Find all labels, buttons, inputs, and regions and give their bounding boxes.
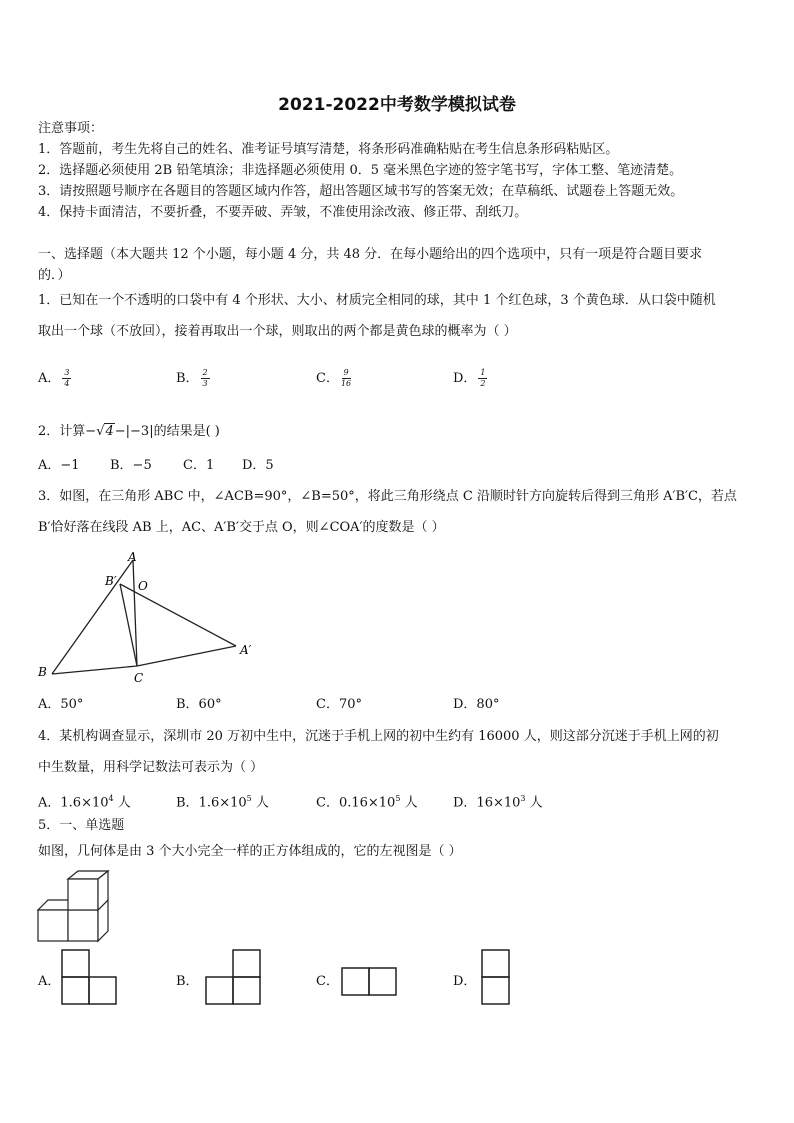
segment-ba bbox=[52, 560, 133, 674]
question-3-text: 3．如图，在三角形 ABC 中，∠ACB=90°，∠B=50°，将此三角形绕点 C 沿顺时针方向旋转后得到三角形 A′B′C，若点 bbox=[38, 489, 737, 504]
notice-heading: 注意事项： bbox=[38, 121, 104, 136]
q3-option-b[interactable]: B．60° bbox=[176, 697, 222, 712]
q2-option-d[interactable]: D．5 bbox=[242, 458, 274, 473]
label-b-prime: B′ bbox=[105, 574, 117, 588]
q1-option-d[interactable] bbox=[453, 369, 487, 388]
q5-option-a[interactable]: A． bbox=[38, 974, 61, 989]
question-4-text: 4．某机构调查显示，深圳市 20 万初中生中，沉迷于手机上网的初中生约有 16000 人，则这部分沉迷于手机上网的初 bbox=[38, 729, 719, 744]
option-label: B． bbox=[176, 795, 199, 811]
option-unit: 人 bbox=[113, 795, 131, 811]
denominator: 16 bbox=[340, 379, 352, 388]
q1-option-c[interactable] bbox=[316, 369, 351, 388]
label-a: A bbox=[128, 550, 137, 564]
q4-option-a[interactable] bbox=[38, 791, 131, 811]
section-heading-cont: 的．） bbox=[38, 268, 71, 283]
option-exponent: 5 bbox=[246, 794, 252, 803]
q2-minus: − bbox=[85, 424, 97, 439]
cube-left-front bbox=[38, 910, 68, 941]
page-title: 2021-2022中考数学模拟试卷 bbox=[278, 95, 516, 115]
q2-suffix: −|−3|的结果是( ) bbox=[114, 424, 220, 439]
segment-bc bbox=[52, 666, 137, 674]
denominator: 2 bbox=[480, 379, 486, 388]
q1-option-a[interactable] bbox=[38, 369, 71, 388]
label-b: B bbox=[38, 665, 47, 679]
notice-item: 4．保持卡面清洁，不要折叠，不要弄破、弄皱，不准使用涂改液、修正带、刮纸刀。 bbox=[38, 205, 528, 220]
sqrt-icon: √ bbox=[96, 424, 105, 439]
fraction bbox=[201, 369, 210, 388]
segment-b-prime-a-prime bbox=[120, 584, 236, 646]
fraction bbox=[478, 369, 487, 388]
notice-item: 2．选择题必须使用 2B 铅笔填涂；非选择题必须使用 0．5 毫米黑色字迹的签字笔书写，字体工整、笔迹清楚。 bbox=[38, 163, 683, 178]
q5-option-a-view bbox=[60, 948, 120, 1006]
fraction bbox=[62, 369, 71, 388]
q3-option-d[interactable]: D．80° bbox=[453, 697, 500, 712]
option-exponent: 3 bbox=[520, 794, 526, 803]
option-exponent: 4 bbox=[108, 794, 114, 803]
option-unit: 人 bbox=[400, 795, 418, 811]
segment-c-a-prime bbox=[137, 646, 236, 666]
question-1-text: 1．已知在一个不透明的口袋中有 4 个形状、大小、材质完全相同的球，其中 1 个红色球，3 个黄色球．从口袋中随机 bbox=[38, 293, 716, 308]
option-label: D． bbox=[453, 795, 477, 811]
denominator: 3 bbox=[202, 379, 208, 388]
question-5-text: 如图，几何体是由 3 个大小完全一样的正方体组成的，它的左视图是（ ） bbox=[38, 844, 462, 859]
triangle-figure bbox=[30, 548, 270, 688]
q4-option-b[interactable] bbox=[176, 791, 269, 811]
option-unit: 人 bbox=[251, 795, 269, 811]
label-a-prime: A′ bbox=[240, 643, 252, 657]
option-label: B． bbox=[176, 371, 199, 386]
label-o: O bbox=[138, 579, 148, 593]
option-label: A． bbox=[38, 371, 61, 386]
question-1-text: 取出一个球（不放回），接着再取出一个球，则取出的两个都是黄色球的概率为（ ） bbox=[38, 324, 517, 339]
option-label: C． bbox=[316, 795, 339, 811]
q2-prefix: 2．计算 bbox=[38, 424, 86, 439]
option-label: D． bbox=[453, 371, 477, 386]
numerator: 3 bbox=[64, 368, 70, 377]
q3-option-a[interactable]: A．50° bbox=[38, 697, 84, 712]
notice-item: 1．答题前，考生先将自己的姓名、准考证号填写清楚，将条形码准确粘贴在考生信息条形码粘贴区。 bbox=[38, 142, 619, 157]
q5-option-b-view bbox=[204, 948, 264, 1006]
q2-option-c[interactable]: C．1 bbox=[183, 458, 215, 473]
q2-option-a[interactable]: A．−1 bbox=[38, 458, 80, 473]
label-c: C bbox=[134, 671, 144, 685]
question-3-text: B′恰好落在线段 AB 上，AC、A′B′交于点 O，则∠COA′的度数是（ ） bbox=[38, 520, 445, 535]
option-base: 16×10 bbox=[476, 795, 521, 811]
option-label: A． bbox=[38, 795, 61, 811]
section-heading: 一、选择题（本大题共 12 个小题，每小题 4 分，共 48 分．在每小题给出的四个选项中，只有一项是符合题目要求 bbox=[38, 247, 703, 262]
q5-option-d-view bbox=[480, 948, 512, 1006]
option-base: 0.16×10 bbox=[338, 795, 396, 811]
q5-option-b[interactable]: B． bbox=[176, 974, 199, 989]
cube-top-front bbox=[68, 879, 98, 910]
cube-right-front bbox=[68, 910, 98, 941]
option-label: C． bbox=[316, 371, 339, 386]
q4-option-c[interactable] bbox=[316, 791, 418, 811]
question-4-text: 中生数量，用科学记数法可表示为（ ） bbox=[38, 760, 264, 775]
q1-option-b[interactable] bbox=[176, 369, 210, 388]
numerator: 1 bbox=[480, 368, 486, 377]
option-unit: 人 bbox=[525, 795, 543, 811]
cube-solid-figure bbox=[36, 870, 116, 946]
numerator: 9 bbox=[343, 368, 349, 377]
notice-item: 3．请按照题号顺序在各题目的答题区域内作答，超出答题区域书写的答案无效；在草稿纸、试题卷上答题无效。 bbox=[38, 184, 684, 199]
denominator: 4 bbox=[64, 379, 70, 388]
option-base: 1.6×10 bbox=[60, 795, 109, 811]
q2-option-b[interactable]: B．−5 bbox=[110, 458, 152, 473]
q5-option-c-view bbox=[340, 966, 400, 998]
option-exponent: 5 bbox=[395, 794, 401, 803]
option-base: 1.6×10 bbox=[198, 795, 247, 811]
q3-option-c[interactable]: C．70° bbox=[316, 697, 362, 712]
numerator: 2 bbox=[202, 368, 208, 377]
question-5-heading: 5．一、单选题 bbox=[38, 818, 125, 833]
fraction bbox=[341, 369, 351, 388]
q4-option-d[interactable] bbox=[453, 791, 543, 811]
q5-option-c[interactable]: C． bbox=[316, 974, 339, 989]
question-2-text bbox=[38, 424, 220, 440]
q5-option-d[interactable]: D． bbox=[453, 974, 477, 989]
radicand: 4 bbox=[105, 424, 114, 439]
